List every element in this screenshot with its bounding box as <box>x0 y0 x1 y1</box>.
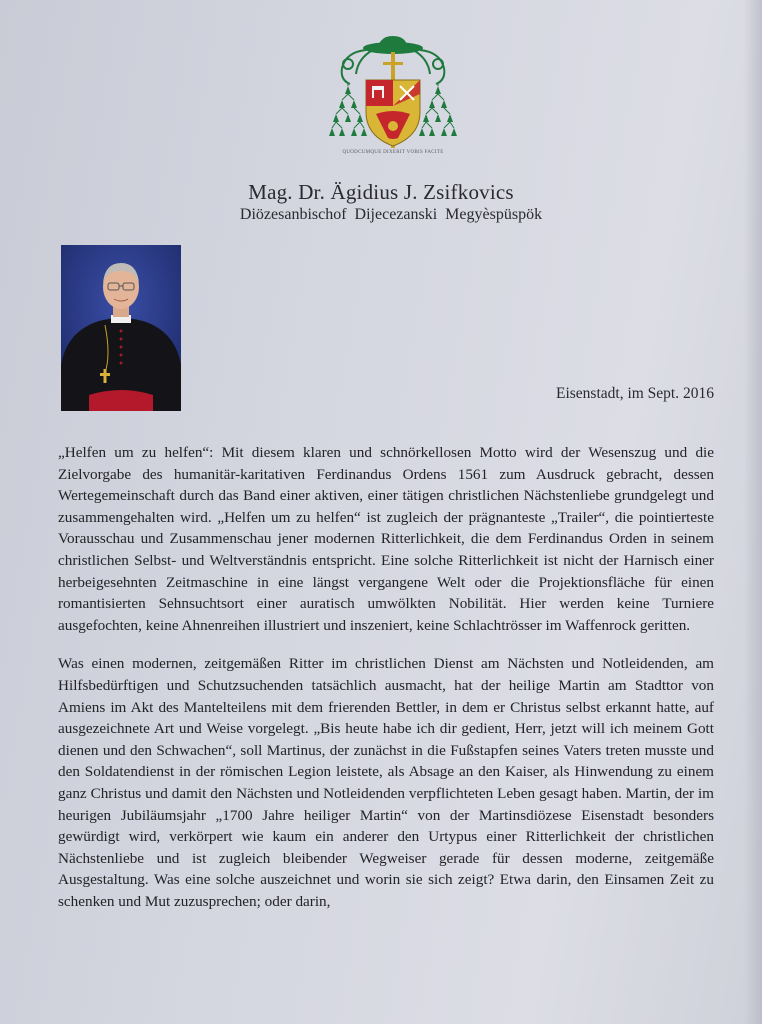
letter-body <box>58 442 714 929</box>
paragraph-2: Was einen modernen, zeitgemäßen Ritter im christlichen Dienst am Nächsten und Notleidenden, am Hilfsbedürftigen und Schutzsuchenden tatsächlich ausmacht, hat der heilige Martin am Stadttor von Amiens im Akt des Mantelteilens mit dem frierenden Bettler, in dem er Christus selbst erkannt hatte, auf ausgezeichnete Art und Weise vorgelegt. „Bis heute habe ich dir gedient, Herr, jetzt will ich meinem Gott dienen und den Schwachen“, soll Martinus, der zunächst in die Fußstapfen seines Vaters treten musste und den Soldatendienst in der römischen Legion leistete, als Absage an den Kaiser, als Hinwendung zu einem ganz Christus und damit den Nächsten und Notleidenden verpflichteten Leben gesagt haben. Martin, der im heurigen Jubiläumsjahr „1700 Jahre heiliger Martin“ von der Martinsdiözese Eisenstadt besonders gewürdigt wird, verkörpert wie kaum ein anderer den Urtypus einer Ritterlichkeit der christlichen Nächstenliebe und ist zugleich bleibender Wegweiser gerade für dessen moderne, zeitgemäße Ausgestaltung. Was eine solche auszeichnet und worin sie sich zeigt? Etwa darin, den Einsamen Zeit zu schenken und Mut zuzusprechen; oder darin, <box>58 655 714 910</box>
bishop-titles: Diözesanbischof Dijecezanski Megyèspüspök <box>239 206 543 223</box>
coat-of-arms-motto: QUODCUMQUE DIXERIT VOBIS FACITE <box>342 150 444 155</box>
place-and-date: Eisenstadt, im Sept. 2016 <box>555 385 714 402</box>
paragraph-1: „Helfen um zu helfen“: Mit diesem klaren und schnörkellosen Motto wird der Wesenszug und die Zielvorgabe des humanitär-karitativen Ferdinandus Ordens 1561 zum Ausdruck gebracht, dessen Wertegemeinschaft durch das Band einer aktiven, einer tätigen christlichen Nächstenliebe grundgelegt und zusammengehalten wird. „Helfen um zu helfen“ ist zugleich der prägnanteste „Trailer“, die pointierteste Vorausschau und Zusammenschau jener modernen Ritterlichkeit, die dem Ferdinandus Orden in seinem christlichen Selbst- und Weltverständnis entspricht. Eine solche Ritterlichkeit ist nicht der Harnisch einer herbeigesehnten Zeitmaschine in eine längst vergangene Welt oder die Projektionsfläche für einen romantisierten Sehnsuchtsort einer auratisch umwölkten Nobilität. Hier werden keine Turniere ausgefochten, keine Ahnenreihen illustriert und inszeniert, keine Schlachtrösser im Waffenrock geritten. <box>58 444 714 634</box>
bishop-name: Mag. Dr. Ägidius J. Zsifkovics <box>248 180 514 204</box>
page-edge-shadow <box>744 0 762 1024</box>
coat-of-arms-icon <box>328 34 458 166</box>
bishop-portrait-icon <box>61 245 181 411</box>
bishop-portrait-photo <box>61 245 181 411</box>
